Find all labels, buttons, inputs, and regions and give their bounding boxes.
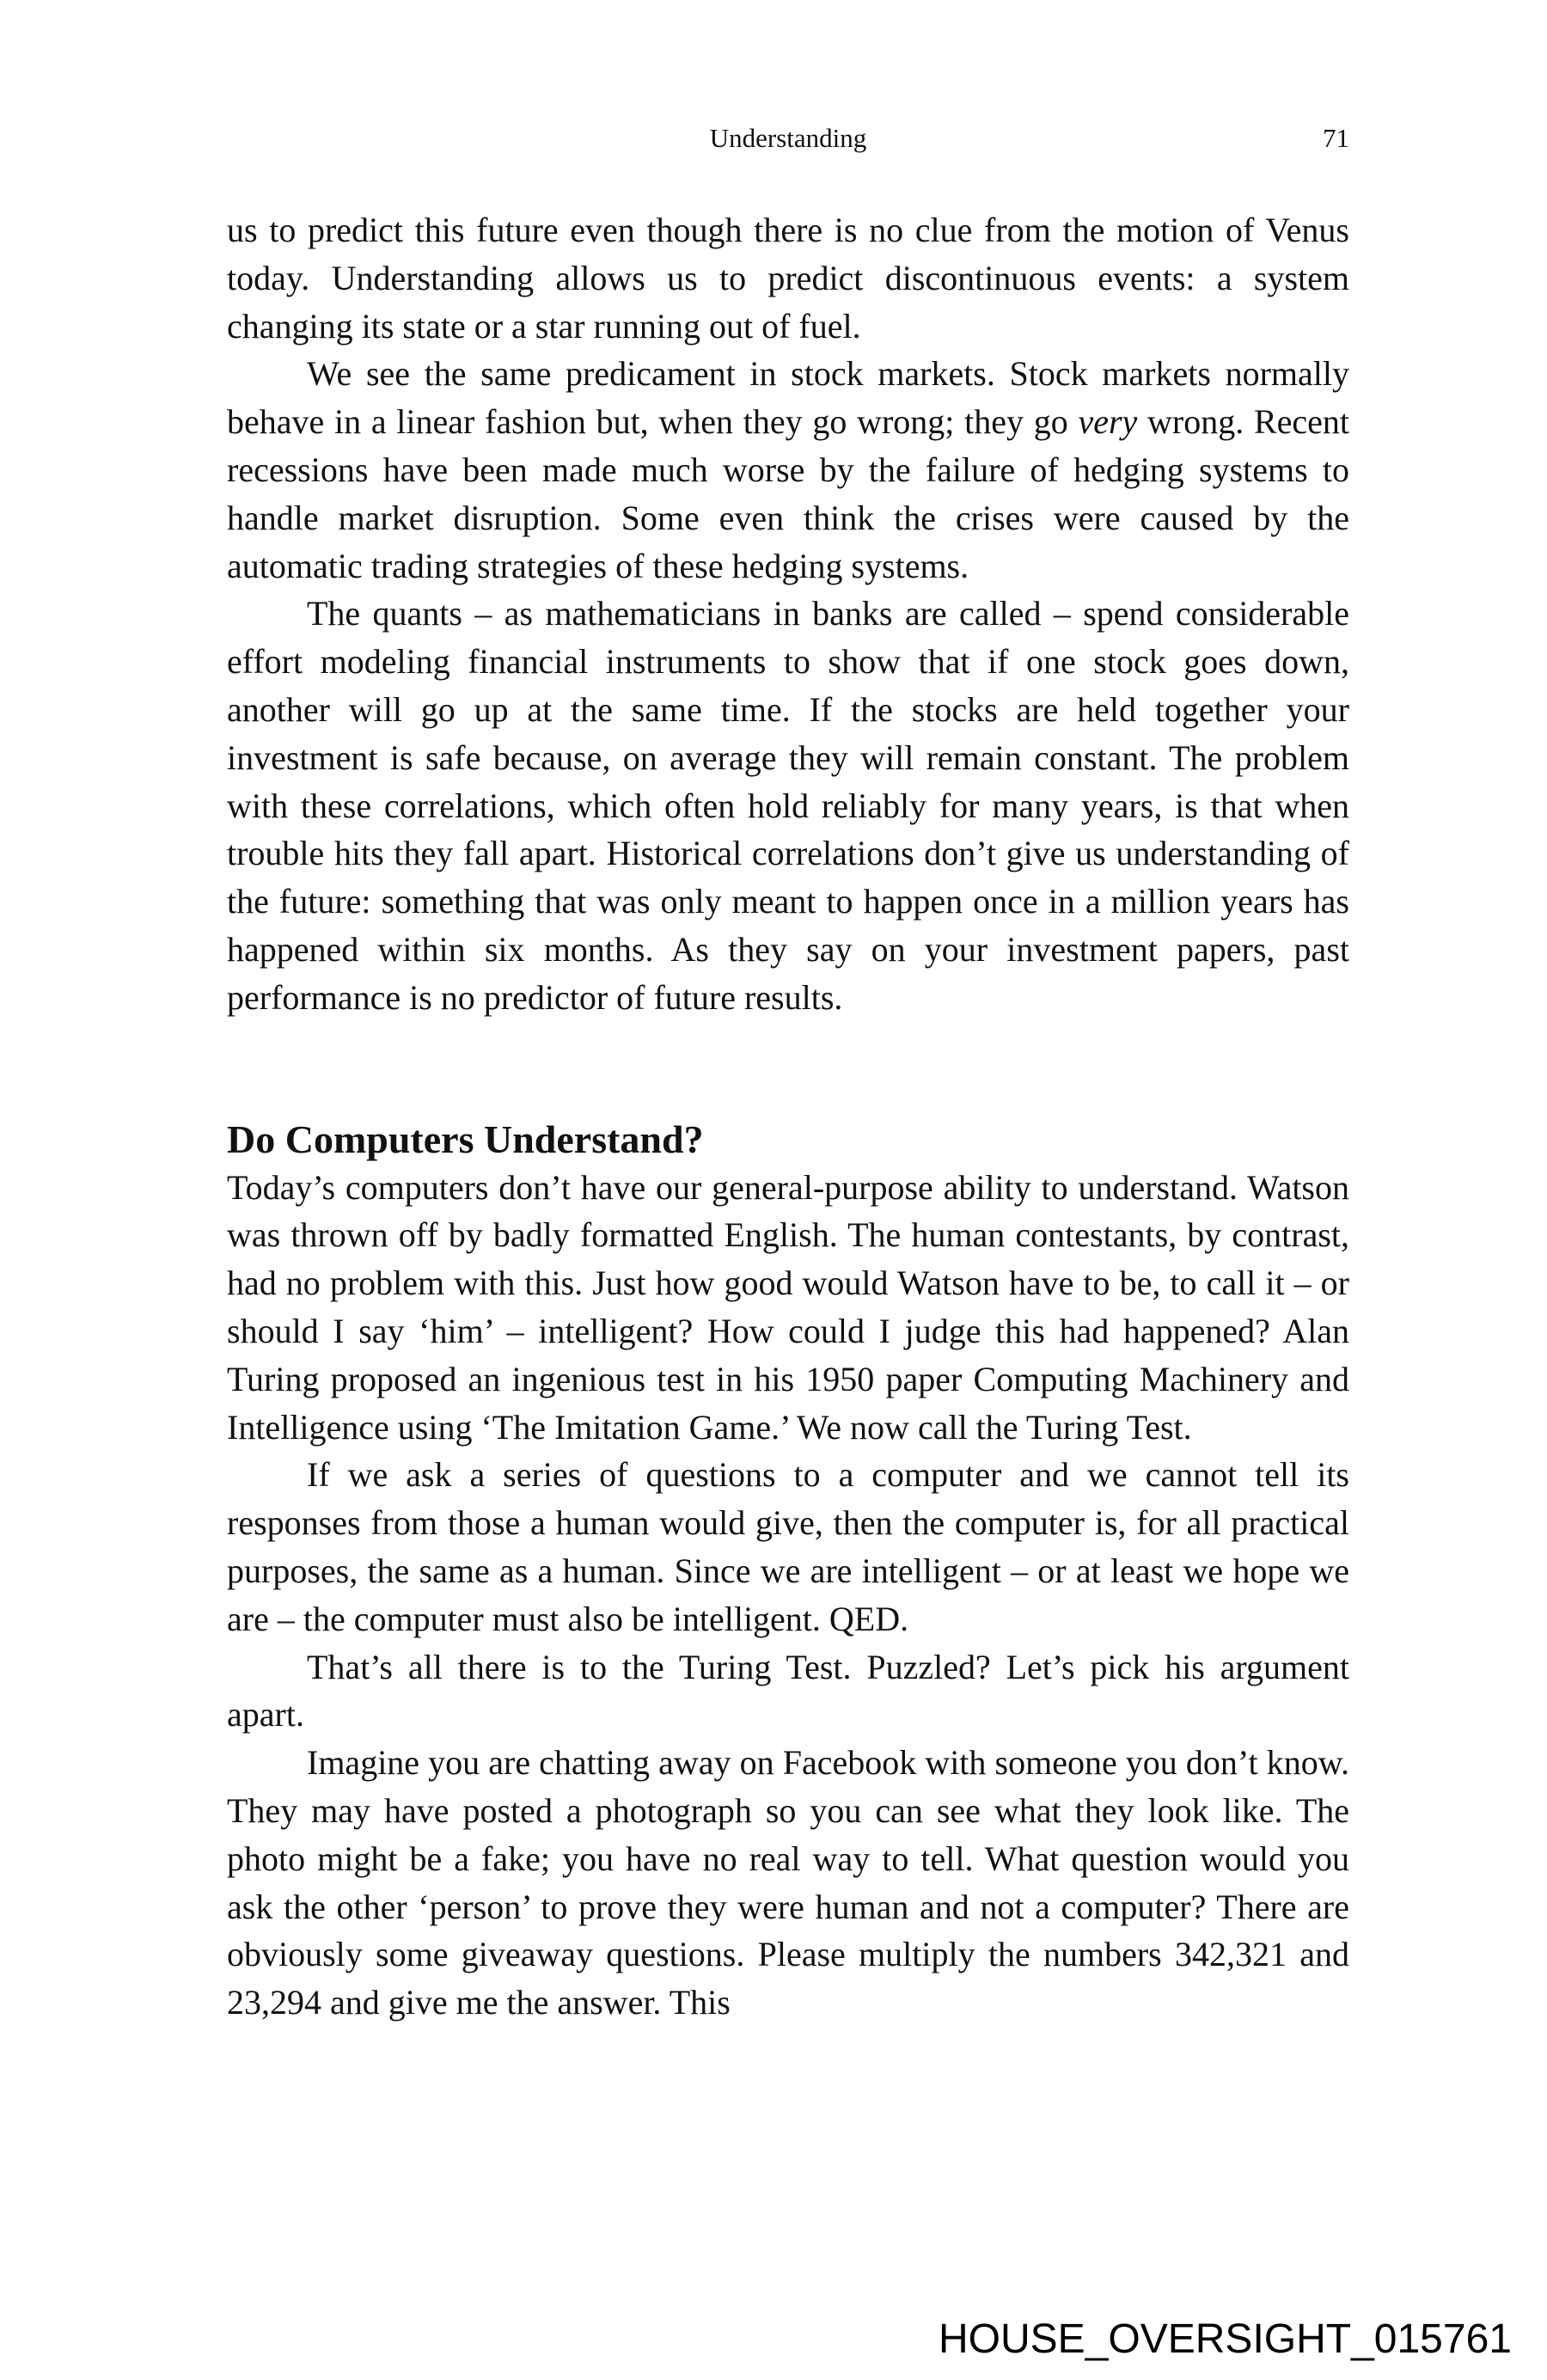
paragraph [227,206,1349,350]
page-number: 71 [1323,123,1349,153]
paragraph: Today’s computers don’t have our general-purpose ability to understand. Watson was thrown off by badly formatted English. The human contestants, by contrast, had no problem with this. Just how good would Watson have to be, to call it – or should I say ‘him’ – intelligent? How could I judge this had happened? Alan Turing proposed an ingenious test in his 1950 paper Computing Machinery and Intelligence using ‘The Imitation Game.’ We now call the Turing Test. [227,1167,1349,1447]
emphasis-text: very [1078,402,1138,442]
section-heading: Do Computers Understand? [227,1117,704,1161]
paragraph: If we ask a series of questions to a computer and we cannot tell its responses from those a human would give, then the computer is, for all practical purposes, the same as a human. Since we are intelligent – or at least we hope we are – the computer must also be intelligent. QED. [227,1455,1349,1638]
running-title: Understanding [709,123,867,153]
running-head [227,123,1349,157]
paragraph-text: us to predict this future even though there is no clue from the motion of Venus today. Understanding allows us to predict discontinuous events: a system changing its state or a star running out of fuel. [227,211,1349,346]
paragraph [227,350,1349,590]
paragraph-text: The quants – as mathematicians in banks are called – spend considerable effort modeling financial instruments to show that if one stock goes down, another will go up at the same time. If the stocks are held together your investment is safe because, on average they will remain constant. The problem with these correlations, which often hold reliably for many years, is that when trouble hits they fall apart. Historical correlations don’t give us understanding of the future: something that was only meant to happen once in a million years has happened within six months. As they say on your investment papers, past performance is no predictor of future results. [227,594,1349,1017]
paragraph-text: wrong. Recent recessions have been made much worse by the failure of hedging systems to handle market disruption. Some even think the crises were caused by the automatic trading strategies of these hedging systems. [227,402,1349,585]
bates-stamp: HOUSE_OVERSIGHT_015761 [939,2316,1512,2362]
paragraph: That’s all there is to the Turing Test. Puzzled? Let’s pick his argument apart. [227,1647,1349,1735]
paragraph [227,590,1349,1021]
paragraph-text: We see the same predicament in stock markets. Stock markets normally behave in a linear fashion but, when they go wrong; they go [227,354,1349,442]
paragraph: Imagine you are chatting away on Facebook with someone you don’t know. They may have posted a photograph so you can see what they look like. The photo might be a fake; you have no real way to tell. What question would you ask the other ‘person’ to prove they were human and not a computer? There are obviously some giveaway questions. Please multiply the numbers 342,321 and 23,294 and give me the answer. This [227,1743,1349,2022]
body-text [227,206,1349,2027]
